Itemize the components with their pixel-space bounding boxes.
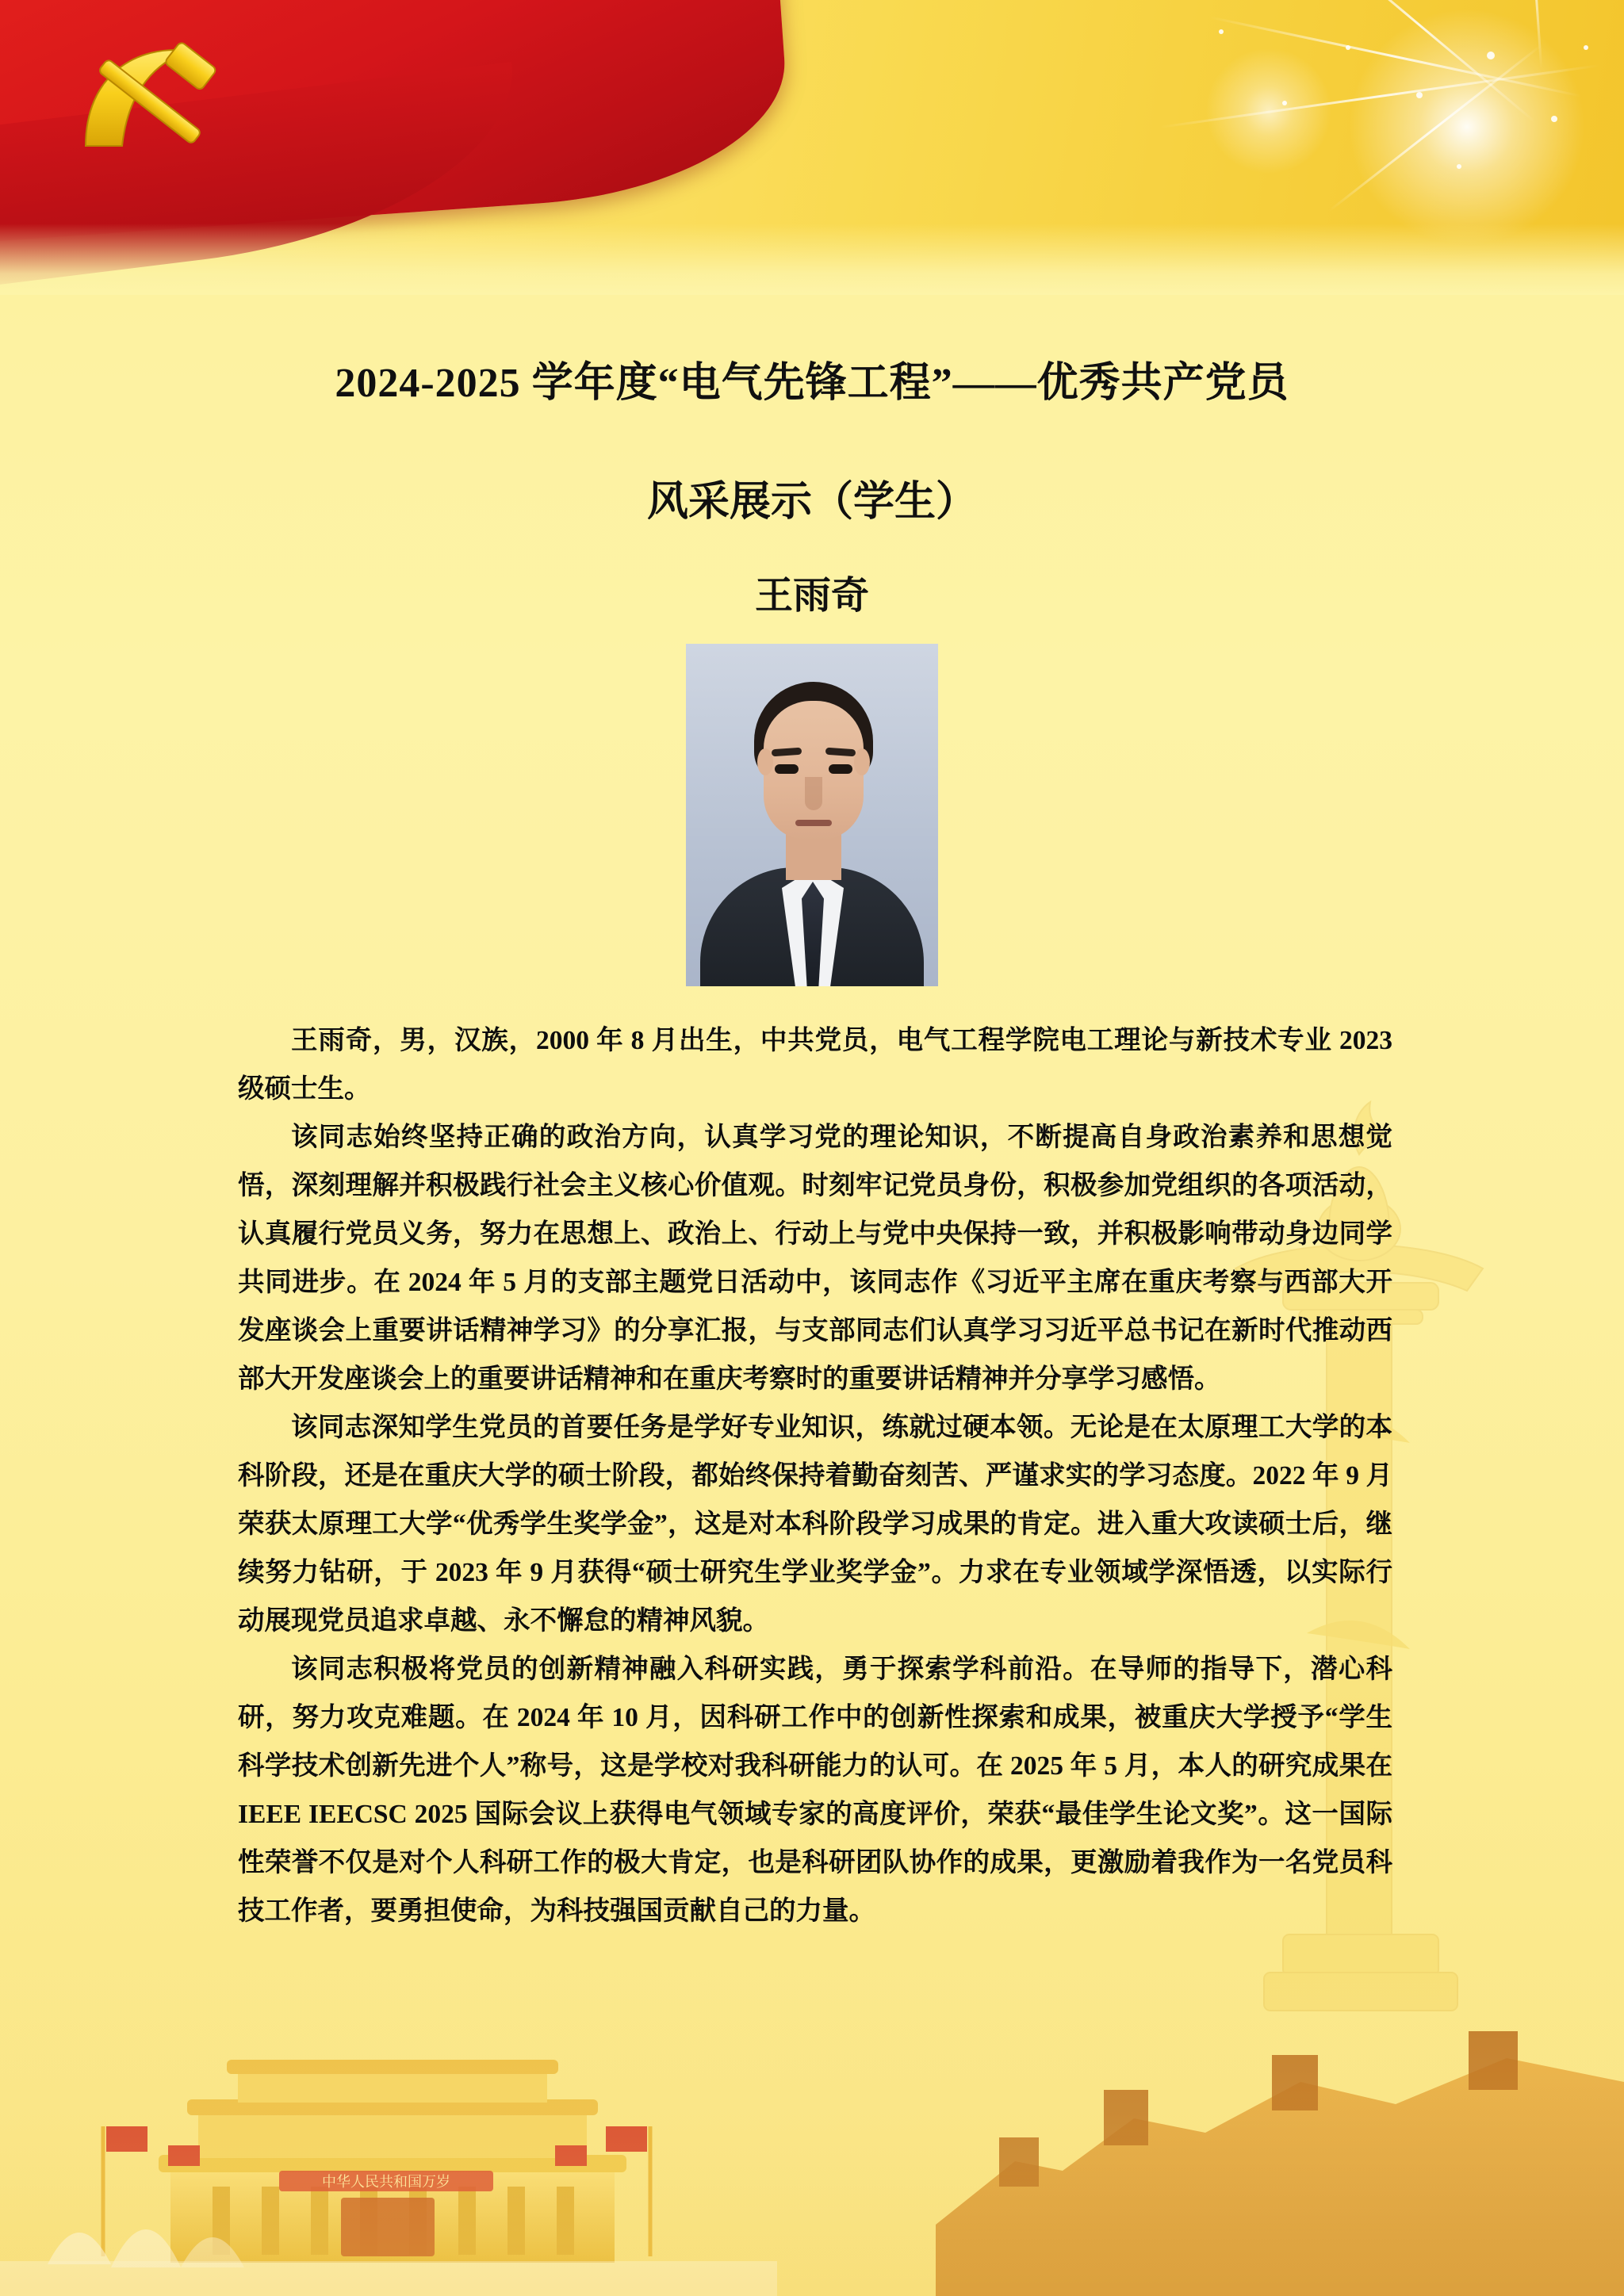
- portrait-photo: [686, 644, 938, 986]
- banner-fade: [0, 224, 1624, 295]
- tiananmen-plaque-text: 中华人民共和国万岁: [322, 2174, 450, 2190]
- paragraph-basic-info: 王雨奇，男，汉族，2000 年 8 月出生，中共党员，电气工程学院电工理论与新技术专业 2023 级硕士生。: [238, 1026, 1392, 1104]
- page-title-line1: 2024-2025 学年度“电气先锋工程”——优秀共产党员: [335, 361, 1289, 406]
- hammer-sickle-emblem: [62, 27, 252, 178]
- footer-art: [0, 1963, 1624, 2296]
- paragraph-research: 该同志积极将党员的创新精神融入科研实践，勇于探索学科前沿。在导师的指导下，潜心科研，努力攻克难题。在 2024 年 10 月，因科研工作中的创新性探索和成果，被重庆大学授予“学生科学技术创新先进个人”称号，这是学校对我科研能力的认可。在 2025 年 5 月，本人的研究成果在 IEEE IEECSC 2025 国际会议上获得电气领域专家的高度评价，荣获“最佳学生论文奖”。这一国际性荣誉不仅是对个人科研工作的极大肯定，也是科研团队协作的成果，更激励着我作为一名党员科技工作者，要勇担使命，为科技强国贡献自己的力量。: [238, 1655, 1392, 1926]
- portrait-mouth: [795, 820, 832, 826]
- biography-body: [238, 1016, 1392, 1935]
- footer-illustration: [0, 1963, 1624, 2296]
- portrait-eye-right: [829, 764, 852, 774]
- person-name: 王雨奇: [754, 575, 869, 617]
- paragraph-political: 该同志始终坚持正确的政治方向，认真学习党的理论知识，不断提高自身政治素养和思想觉悟，深刻理解并积极践行社会主义核心价值观。时刻牢记党员身份，积极参加党组织的各项活动，认真履行党员义务，努力在思想上、政治上、行动上与党中央保持一致，并积极影响带动身边同学共同进步。在 2024 年 5 月的支部主题党日活动中，该同志作《习近平主席在重庆考察与西部大开发座谈会上重要讲话精神学习》的分享汇报，与支部同志们认真学习习近平总书记在新时代推动西部大开发座谈会上的重要讲话精神和在重庆考察时的重要讲话精神并分享学习感悟。: [238, 1123, 1392, 1394]
- top-banner: [0, 0, 1624, 295]
- portrait-eye-left: [775, 764, 799, 774]
- portrait-nose: [805, 777, 822, 810]
- paragraph-academics: 该同志深知学生党员的首要任务是学好专业知识，练就过硬本领。无论是在太原理工大学的本科阶段，还是在重庆大学的硕士阶段，都始终保持着勤奋刻苦、严谨求实的学习态度。2022 年 9 月荣获太原理工大学“优秀学生奖学金”，这是对本科阶段学习成果的肯定。进入重大攻读硕士后，继续努力钻研，于 2023 年 9 月获得“硕士研究生学业奖学金”。力求在专业领域学深悟透，以实际行动展现党员追求卓越、永不懈怠的精神风貌。: [238, 1413, 1392, 1636]
- portrait-ear-right: [854, 748, 870, 775]
- page-title-line2: 风采展示（学生）: [646, 480, 977, 525]
